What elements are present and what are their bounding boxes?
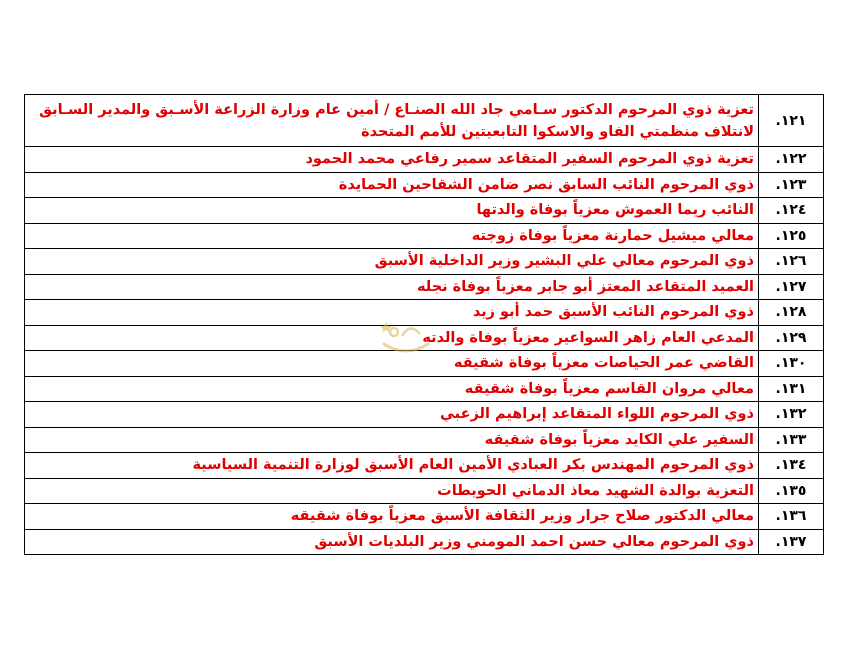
row-text: معالي الدكتور صلاح جرار وزير الثقافة الأسبق معزياً بوفاة شقيقه (25, 504, 759, 530)
table-row (25, 529, 824, 555)
table-row (25, 376, 824, 402)
row-number: ١٣١. (759, 376, 824, 402)
row-number: ١٢٣. (759, 172, 824, 198)
row-number: ١٣٤. (759, 453, 824, 479)
row-number: ١٣٣. (759, 427, 824, 453)
table-row (25, 249, 824, 275)
row-number: ١٣٧. (759, 529, 824, 555)
row-text: السفير علي الكايد معزياً بوفاة شقيقه (25, 427, 759, 453)
table-row (25, 147, 824, 173)
table-row (25, 504, 824, 530)
row-number: ١٢٢. (759, 147, 824, 173)
row-number: ١٢١. (759, 95, 824, 147)
row-number: ١٢٨. (759, 300, 824, 326)
row-text: ذوي المرحوم النائب السابق نصر ضامن الشقاحين الحمايدة (25, 172, 759, 198)
row-number: ١٢٧. (759, 274, 824, 300)
row-number: ١٣٠. (759, 351, 824, 377)
table-row (25, 478, 824, 504)
row-number: ١٢٩. (759, 325, 824, 351)
table-row (25, 351, 824, 377)
table-row (25, 427, 824, 453)
row-number: ١٣٥. (759, 478, 824, 504)
row-text: النائب ريما العموش معزياً بوفاة والدتها (25, 198, 759, 224)
row-text: المدعي العام زاهر السواعير معزياً بوفاة والدته (25, 325, 759, 351)
table-row (25, 402, 824, 428)
table-row (25, 172, 824, 198)
row-number: ١٢٥. (759, 223, 824, 249)
row-text: ذوي المرحوم معالي علي البشير وزير الداخلية الأسبق (25, 249, 759, 275)
row-text: ذوي المرحوم اللواء المتقاعد إبراهيم الزعبي (25, 402, 759, 428)
table-row (25, 95, 824, 147)
row-text: معالي ميشيل حمارنة معزياً بوفاة زوجته (25, 223, 759, 249)
table-row (25, 223, 824, 249)
row-text: معالي مروان القاسم معزياً بوفاة شقيقه (25, 376, 759, 402)
row-text: ذوي المرحوم النائب الأسبق حمد أبو زيد (25, 300, 759, 326)
row-number: ١٣٦. (759, 504, 824, 530)
row-text: ذوي المرحوم المهندس بكر العبادي الأمين العام الأسبق لوزارة التنمية السياسية (25, 453, 759, 479)
row-number: ١٢٤. (759, 198, 824, 224)
table-row (25, 453, 824, 479)
row-text: التعزية بوالدة الشهيد معاذ الدماني الحويطات (25, 478, 759, 504)
row-text: القاضي عمر الحياصات معزياً بوفاة شقيقه (25, 351, 759, 377)
table-row (25, 274, 824, 300)
row-text: تعزية ذوي المرحوم السفير المتقاعد سمير رفاعي محمد الحمود (25, 147, 759, 173)
watermark-logo-icon (376, 314, 436, 354)
row-text: ذوي المرحوم معالي حسن احمد المومني وزير البلديات الأسبق (25, 529, 759, 555)
row-text: تعزية ذوي المرحوم الدكتور سـامي جاد الله الصنـاع / أمين عام وزارة الزراعة الأسـبق والمدير السـابق لانتلاف منظمتي الفاو والاسكوا التابعيتين للأمم المتحدة (25, 95, 759, 147)
table-row (25, 198, 824, 224)
row-number: ١٢٦. (759, 249, 824, 275)
row-number: ١٣٢. (759, 402, 824, 428)
row-text: العميد المتقاعد المعتز أبو جابر معزياً بوفاة نجله (25, 274, 759, 300)
